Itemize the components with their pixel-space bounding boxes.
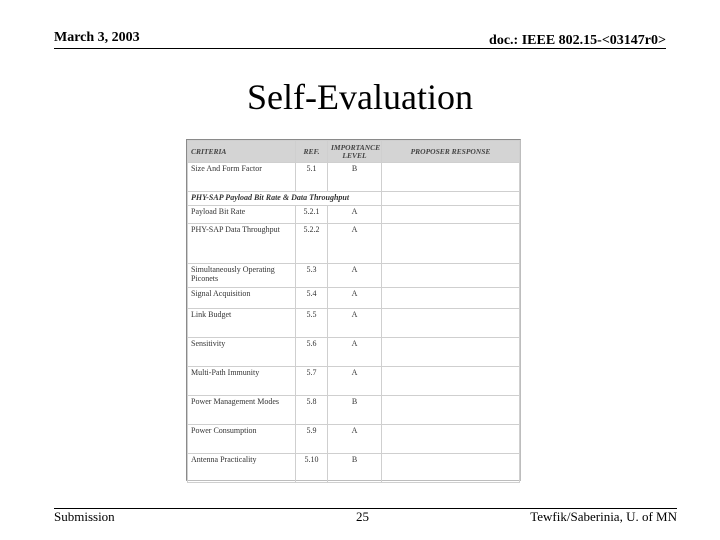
cell-ref: 5.2.2 — [296, 224, 328, 264]
table-row — [188, 309, 520, 338]
cell-ref: 5.9 — [296, 425, 328, 454]
table-row — [188, 163, 520, 192]
cell-response — [382, 192, 520, 206]
section-label: PHY-SAP Payload Bit Rate & Data Throughput — [188, 192, 382, 206]
cell-importance: A — [328, 309, 382, 338]
table-row — [188, 288, 520, 309]
cell-ref: 5.3 — [296, 264, 328, 288]
cell-criteria: Sensitivity — [188, 338, 296, 367]
cell-importance: A — [328, 425, 382, 454]
cell-importance: A — [328, 264, 382, 288]
cell-ref: 5.2.1 — [296, 206, 328, 224]
cell-importance: A — [328, 338, 382, 367]
table-row — [188, 396, 520, 425]
cell-criteria: PHY-SAP Data Throughput — [188, 224, 296, 264]
slide-title: Self-Evaluation — [247, 77, 473, 117]
cell-criteria: Simultaneously Operating Piconets — [188, 264, 296, 288]
cell-response — [382, 425, 520, 454]
footer-submission: Submission — [54, 509, 115, 524]
cell-importance: A — [328, 224, 382, 264]
cell-criteria: Size And Form Factor — [188, 163, 296, 192]
criteria-table — [187, 140, 520, 483]
cell-response — [382, 338, 520, 367]
header-date: March 3, 2003 — [54, 30, 140, 45]
col-header-response: PROPOSER RESPONSE — [382, 141, 520, 163]
cell-response — [382, 309, 520, 338]
table-row — [188, 454, 520, 483]
cell-response — [382, 454, 520, 483]
cell-ref: 5.1 — [296, 163, 328, 192]
cell-criteria: Antenna Practicality — [188, 454, 296, 483]
cell-ref: 5.4 — [296, 288, 328, 309]
col-header-criteria: CRITERIA — [188, 141, 296, 163]
section-row — [188, 192, 520, 206]
col-header-importance: IMPORTANCE LEVEL — [328, 141, 382, 163]
cell-ref: 5.8 — [296, 396, 328, 425]
footer-authors: Tewfik/Saberinia, U. of MN — [530, 509, 677, 524]
cell-importance: B — [328, 396, 382, 425]
cell-response — [382, 288, 520, 309]
cell-ref: 5.5 — [296, 309, 328, 338]
header-divider — [54, 48, 666, 49]
cell-response — [382, 367, 520, 396]
table-row — [188, 367, 520, 396]
table-row — [188, 338, 520, 367]
header-doc-id: doc.: IEEE 802.15-<03147r0> — [489, 33, 666, 48]
cell-response — [382, 224, 520, 264]
table-header-row — [188, 141, 520, 163]
cell-ref: 5.10 — [296, 454, 328, 483]
table-row — [188, 206, 520, 224]
table-row — [188, 224, 520, 264]
col-header-ref: REF. — [296, 141, 328, 163]
cell-importance: B — [328, 454, 382, 483]
table-row — [188, 264, 520, 288]
cell-ref: 5.7 — [296, 367, 328, 396]
cell-criteria: Multi-Path Immunity — [188, 367, 296, 396]
cell-response — [382, 396, 520, 425]
cell-importance: A — [328, 206, 382, 224]
cell-criteria: Signal Acquisition — [188, 288, 296, 309]
cell-importance: A — [328, 288, 382, 309]
cell-response — [382, 163, 520, 192]
cell-importance: B — [328, 163, 382, 192]
cell-criteria: Power Management Modes — [188, 396, 296, 425]
criteria-table-image — [186, 139, 521, 481]
page-number: 25 — [356, 509, 369, 524]
cell-ref: 5.6 — [296, 338, 328, 367]
cell-criteria: Power Consumption — [188, 425, 296, 454]
cell-importance: A — [328, 367, 382, 396]
cell-criteria: Link Budget — [188, 309, 296, 338]
table-row — [188, 425, 520, 454]
cell-response — [382, 206, 520, 224]
cell-response — [382, 264, 520, 288]
cell-criteria: Payload Bit Rate — [188, 206, 296, 224]
